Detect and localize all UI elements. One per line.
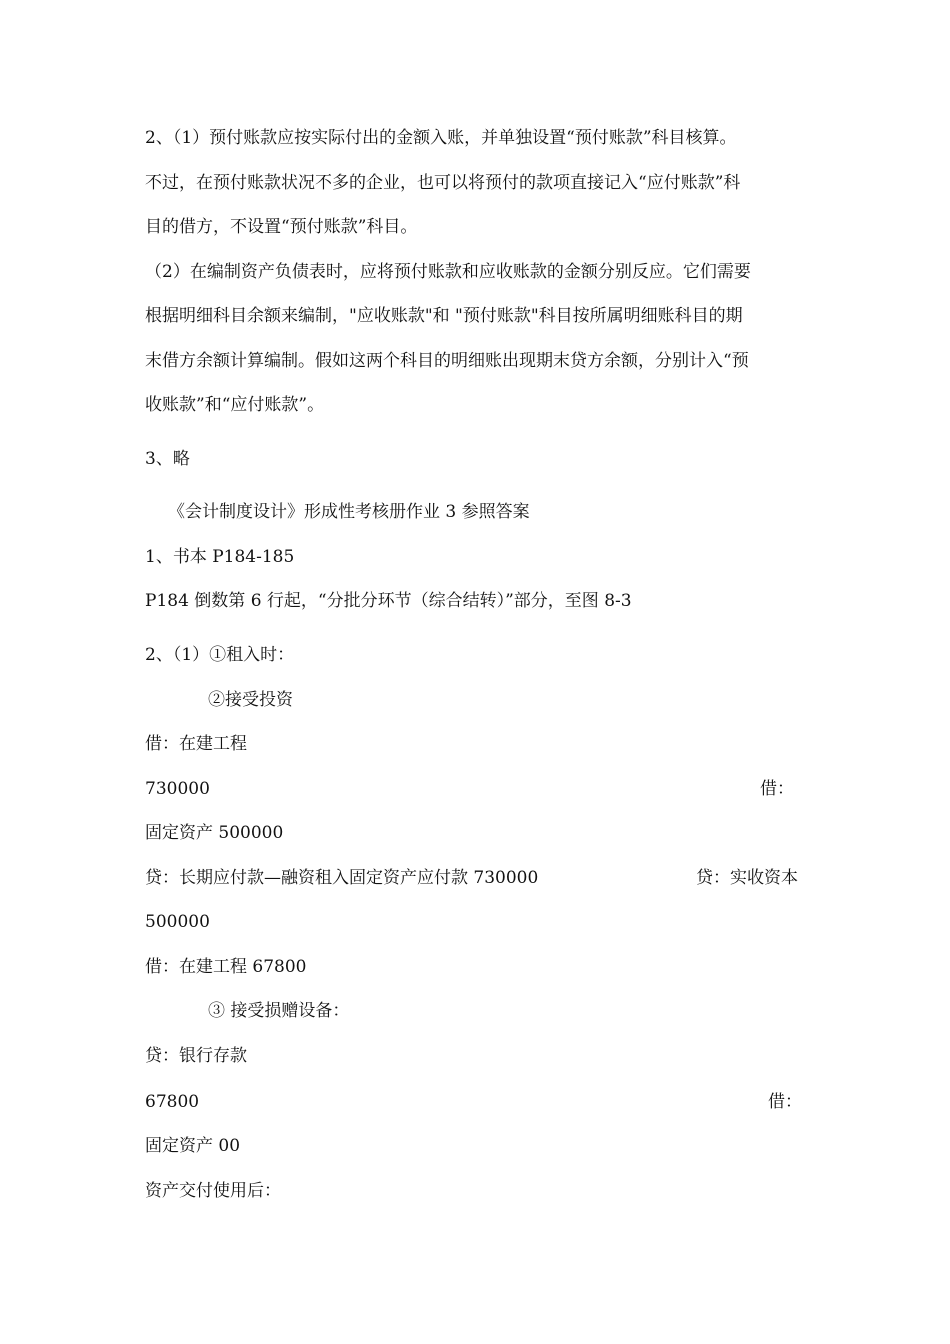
item-3: 3、略 [145, 449, 190, 469]
paragraph-line: 根据明细科目余额来编制，"应收账款"和 "预付账款"科目按所属明细账科目的期 [145, 306, 743, 326]
after-delivery-line: 资产交付使用后： [145, 1181, 281, 1201]
entry-credit-long-term: 贷：长期应付款—融资租入固定资产应付款 730000 [145, 868, 539, 888]
entry-debit-label: 借： [760, 779, 794, 799]
answer-2-heading: 2、（1）①租入时： [145, 645, 295, 665]
paragraph-line: （2）在编制资产负债表时，应将预付账款和应收账款的金额分别反应。它们需要 [145, 262, 751, 282]
entry-amount: 730000 [145, 779, 210, 799]
entry-credit-paid-in: 贷：实收资本 [696, 868, 798, 888]
answer-1: 1、书本 P184-185 [145, 547, 295, 567]
sub-item-3: ③ 接受损赠设备： [208, 1001, 350, 1021]
paragraph-line: 收账款”和“应付账款”。 [145, 395, 325, 415]
entry-debit-construction-amount: 借：在建工程 67800 [145, 957, 307, 977]
paragraph-line: 目的借方，不设置“预付账款”科目。 [145, 217, 418, 237]
entry-amount: 67800 [145, 1092, 200, 1112]
sub-item-2: ②接受投资 [208, 690, 293, 710]
entry-fixed-assets: 固定资产 500000 [145, 823, 284, 843]
entry-credit-bank: 贷：银行存款 [145, 1046, 247, 1066]
paragraph-line: 末借方余额计算编制。假如这两个科目的明细账出现期末贷方余额，分别计入“预 [145, 351, 749, 371]
paragraph-line: 不过，在预付账款状况不多的企业，也可以将预付的款项直接记入“应付账款”科 [145, 173, 741, 193]
answer-1-detail: P184 倒数第 6 行起，“分批分环节（综合结转）”部分，至图 8-3 [145, 591, 632, 611]
paragraph-line: 2、（1）预付账款应按实际付出的金额入账，并单独设置“预付账款”科目核算。 [145, 128, 737, 148]
entry-debit-label: 借： [768, 1092, 802, 1112]
entry-amount: 500000 [145, 912, 210, 932]
entry-debit-construction: 借：在建工程 [145, 734, 247, 754]
entry-fixed-assets: 固定资产 00 [145, 1136, 241, 1156]
section-title: 《会计制度设计》形成性考核册作业 3 参照答案 [168, 502, 530, 522]
